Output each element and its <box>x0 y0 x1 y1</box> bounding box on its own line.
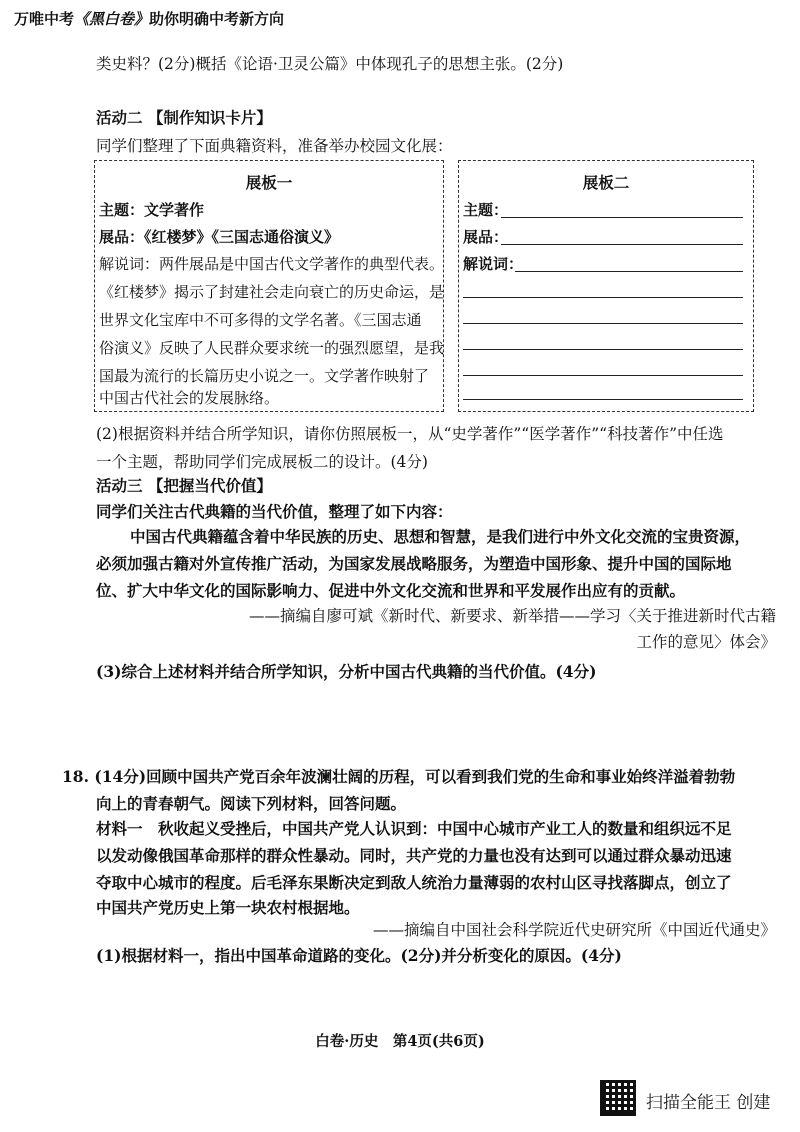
material-1-line: 中国共产党历史上第一块农村根据地。 <box>96 898 360 917</box>
question-3: (3)综合上述材料并结合所学知识，分析中国古代典籍的当代价值。(4分) <box>96 662 597 681</box>
quote-source-line-1: ——摘编自廖可斌《新时代、新要求、新举措——学习〈关于推进新时代古籍 <box>248 607 776 625</box>
panel-1-desc-line: 解说词：两件展品是中国古代文学著作的典型代表。 <box>99 255 445 273</box>
panel-2-theme-blank[interactable] <box>501 217 743 218</box>
panel-1-title: 展板一 <box>245 173 293 192</box>
scanner-watermark: 扫描全能王 创建 <box>646 1093 771 1113</box>
panel-2-desc-blank[interactable] <box>515 271 743 272</box>
panel-1-desc-line: 中国古代社会的发展脉络。 <box>99 389 280 407</box>
panel-1-theme: 主题：文学著作 <box>99 201 205 219</box>
question-2-line-1: (2)根据资料并结合所学知识，请你仿照展板一，从“史学著作”“医学著作”“科技著作”中任选 <box>96 425 724 443</box>
material-1-source: ——摘编自中国社会科学院近代史研究所《中国近代通史》 <box>372 921 776 939</box>
panel-2-title: 展板二 <box>582 173 630 192</box>
quote-line: 中国古代典籍蕴含着中华民族的历史、思想和智慧，是我们进行中外文化交流的宝贵资源， <box>130 527 751 546</box>
header-suffix: 助你明确中考新方向 <box>149 10 285 28</box>
activity-2-intro: 同学们整理了下面典籍资料，准备举办校园文化展： <box>96 137 453 155</box>
question-1-continued: 类史料？(2分)概括《论语·卫灵公篇》中体现孔子的思想主张。(2分) <box>96 55 564 73</box>
panel-2-desc-blank[interactable] <box>463 399 743 400</box>
panel-1-desc-line: 《红楼梦》揭示了封建社会走向衰亡的历史命运，是 <box>99 283 445 301</box>
activity-3-title: 活动三 【把握当代价值】 <box>96 476 272 495</box>
question-2-line-2: 一个主题，帮助同学们完成展板二的设计。(4分) <box>96 453 428 471</box>
panel-1-desc-line: 国最为流行的长篇历史小说之一。文学著作映射了 <box>99 367 430 385</box>
question-18-line-2: 向上的青春朝气。阅读下列材料，回答问题。 <box>96 794 407 813</box>
page-footer: 白卷·历史 第4页(共6页) <box>315 1033 485 1050</box>
panel-2-exhibits-blank[interactable] <box>501 244 743 245</box>
material-1-line: 以发动像俄国革命那样的群众性暴动。同时，共产党的力量也没有达到可以通过群众暴动迅速 <box>96 846 732 865</box>
quote-source-line-2: 工作的意见〉体会》 <box>636 633 776 651</box>
panel-2-desc-label: 解说词： <box>463 255 524 273</box>
panel-2-desc-blank[interactable] <box>463 375 743 376</box>
exhibit-panel-2 <box>458 160 754 412</box>
panel-1-desc-line: 俗演义》反映了人民群众要求统一的强烈愿望，是我 <box>99 339 445 357</box>
activity-2-title: 活动二 【制作知识卡片】 <box>96 108 272 127</box>
qr-code-icon <box>600 1080 636 1116</box>
panel-2-desc-blank[interactable] <box>463 297 743 298</box>
header-prefix: 万唯中考 <box>14 10 75 28</box>
panel-1-desc-line: 世界文化宝库中不可多得的文学名著。《三国志通 <box>99 311 422 329</box>
panel-2-exhibits-label: 展品： <box>463 228 509 246</box>
question-18-1: (1)根据材料一，指出中国革命道路的变化。(2分)并分析变化的原因。(4分) <box>96 946 622 965</box>
panel-2-theme-label: 主题： <box>463 201 509 219</box>
panel-1-exhibits: 展品：《红楼梦》《三国志通俗演义》 <box>99 228 340 246</box>
quote-line: 必须加强古籍对外宣传推广活动，为国家发展战略服务，为塑造中国形象、提升中国的国际地 <box>96 554 732 573</box>
header-banner <box>14 8 284 29</box>
question-18-line-1: 18. (14分)回顾中国共产党百余年波澜壮阔的历程，可以看到我们党的生命和事业始终洋溢着勃勃 <box>62 767 736 786</box>
panel-2-desc-blank[interactable] <box>463 349 743 350</box>
material-1-line: 材料一 秋收起义受挫后，中国共产党人认识到：中国中心城市产业工人的数量和组织远不足 <box>96 819 732 838</box>
quote-line: 位、扩大中华文化的国际影响力、促进中外文化交流和世界和平发展作出应有的贡献。 <box>96 581 686 600</box>
panel-2-desc-blank[interactable] <box>463 323 743 324</box>
material-1-line: 夺取中心城市的程度。后毛泽东果断决定到敌人统治力量薄弱的农村山区寻找落脚点，创立了 <box>96 873 732 892</box>
header-brand: 《黑白卷》 <box>74 10 150 28</box>
exhibit-panel-1 <box>94 160 444 412</box>
activity-3-intro: 同学们关注古代典籍的当代价值，整理了如下内容： <box>96 502 453 521</box>
